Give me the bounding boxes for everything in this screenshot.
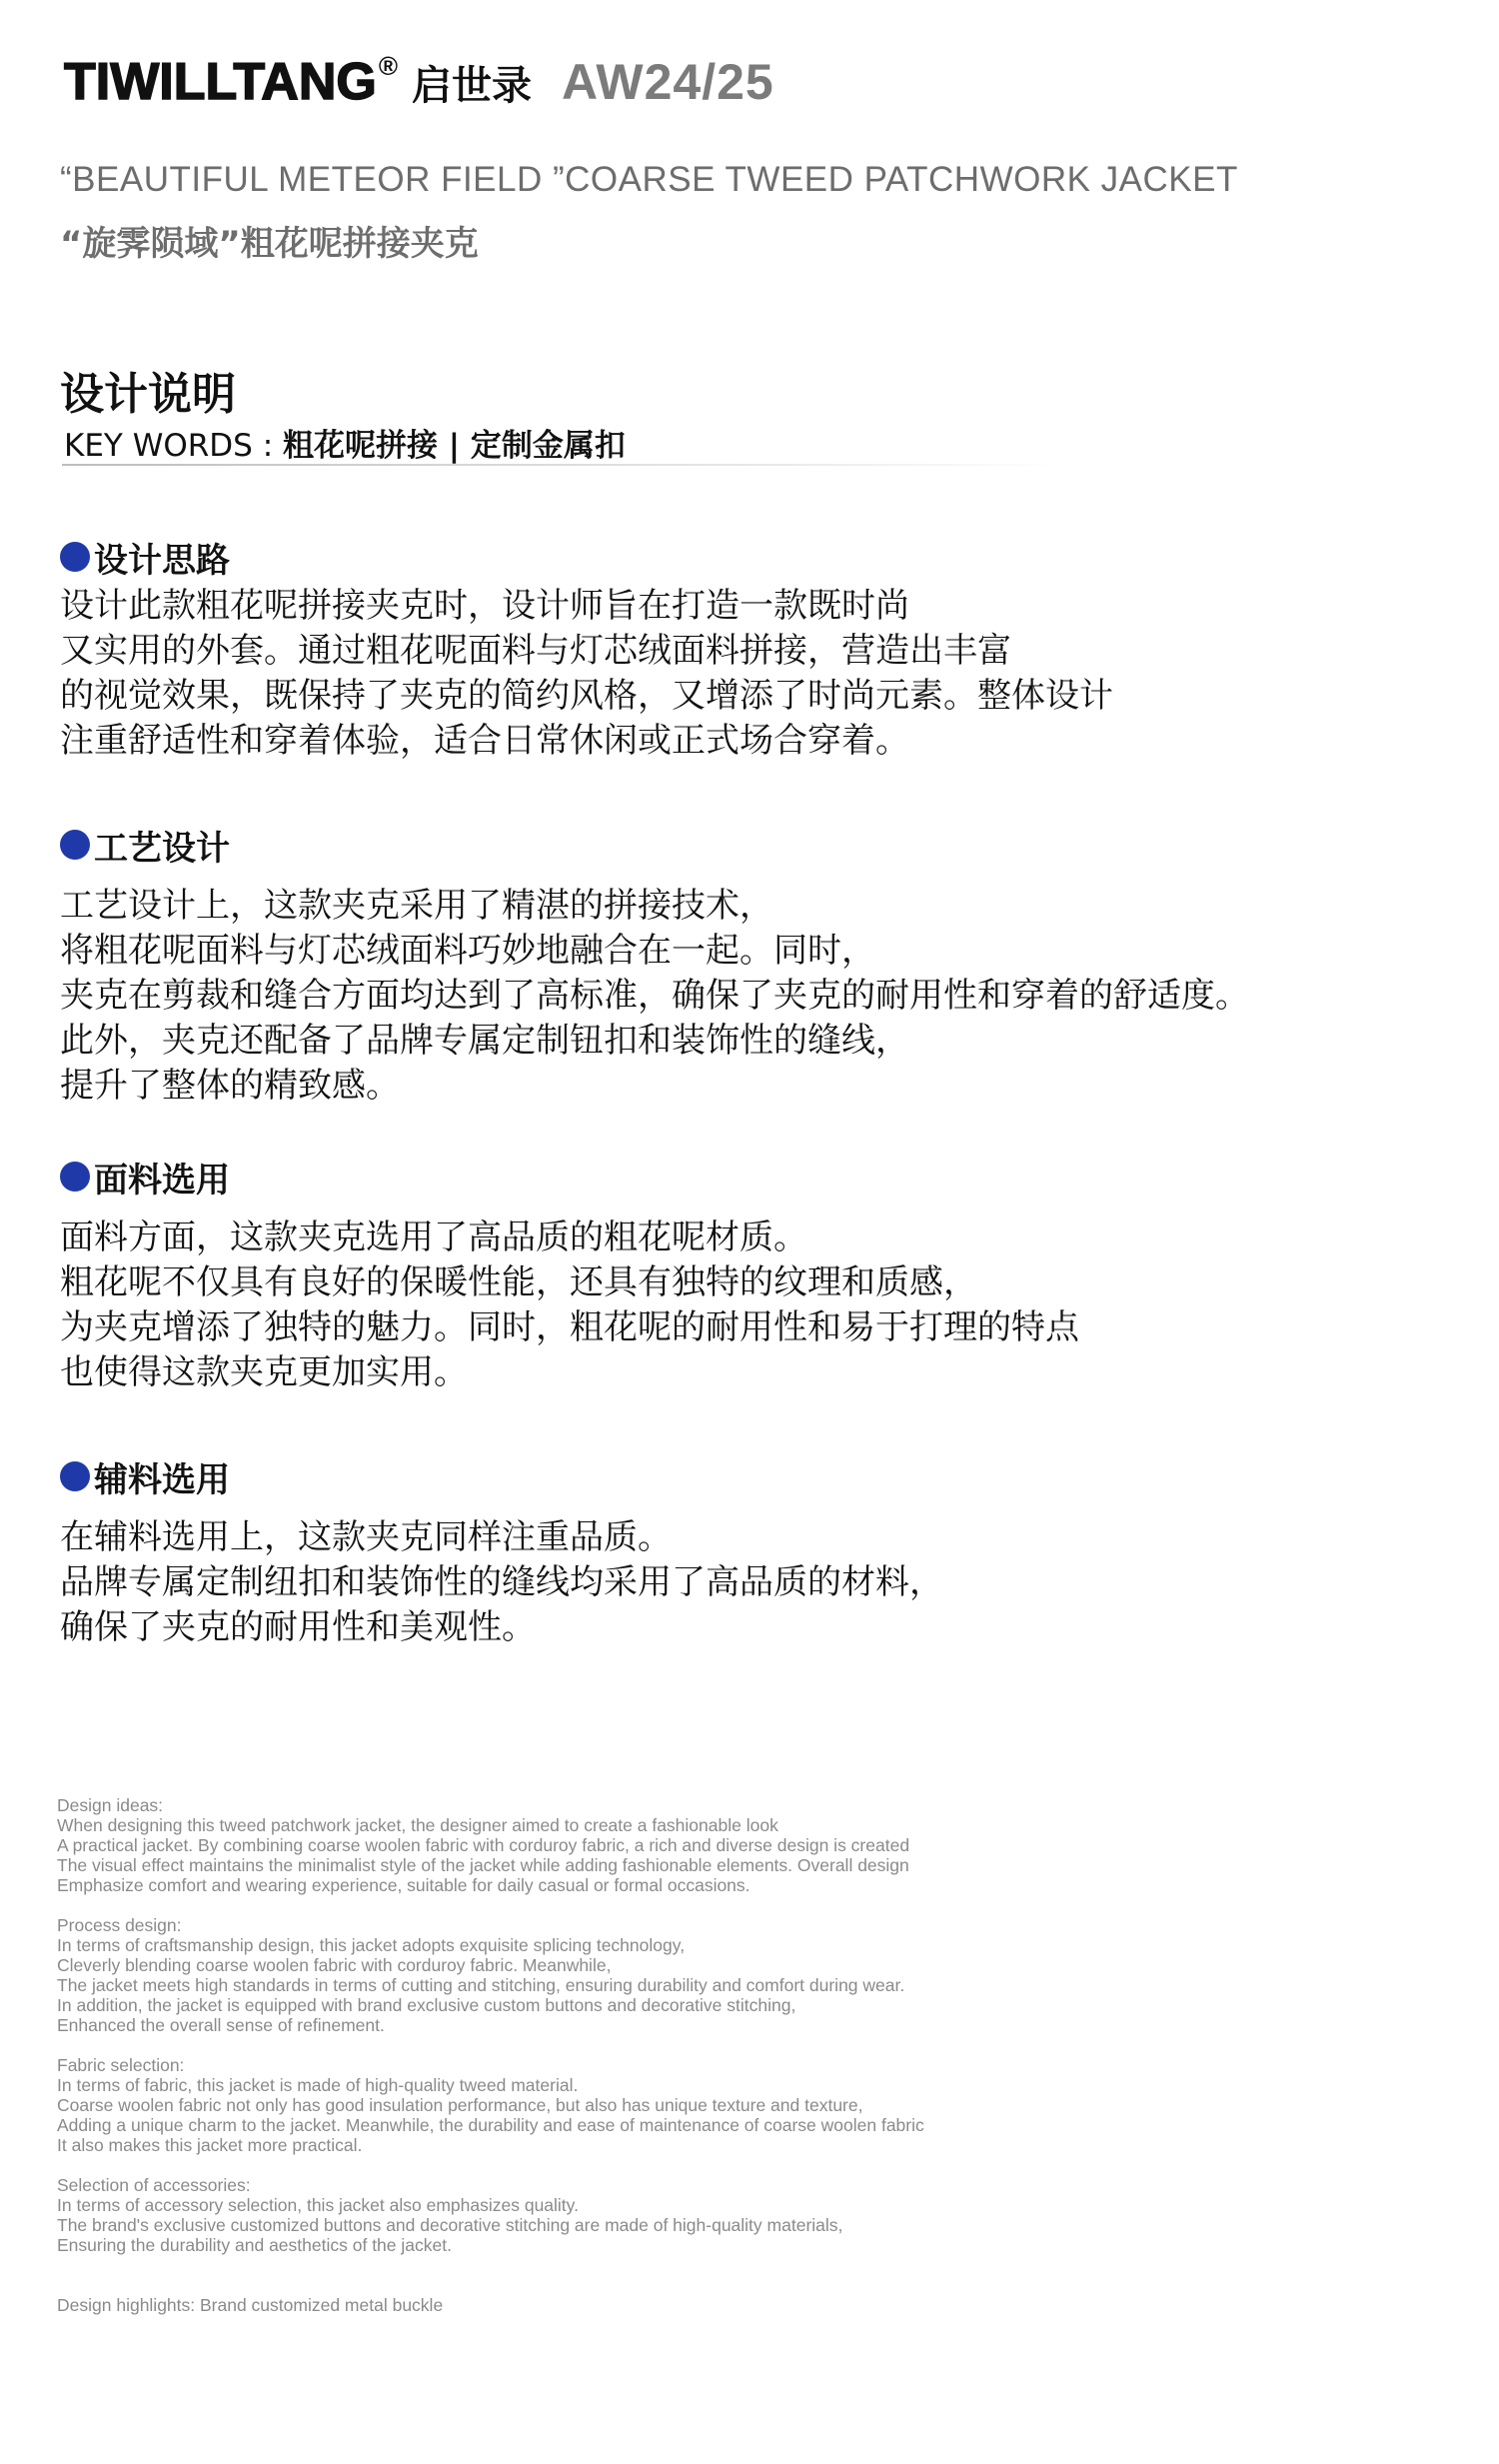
bullet-dot-icon (60, 830, 90, 860)
english-line: Cleverly blending coarse woolen fabric with corduroy fabric. Meanwhile, (57, 1955, 612, 1975)
section-body (60, 884, 1439, 1109)
english-line: Enhanced the overall sense of refinement. (57, 2015, 385, 2035)
paragraph-line: 注重舒适性和穿着体验，适合日常休闲或正式场合穿着。 (60, 721, 909, 761)
keywords-label: KEY WORDS : (64, 428, 274, 464)
english-line: The brand's exclusive customized buttons and decorative stitching are made of high-quality materials, (57, 2215, 843, 2235)
bullet-dot-icon (60, 1461, 90, 1491)
section-body (60, 1515, 1439, 1650)
divider (62, 464, 1061, 466)
english-accessories (57, 2175, 1256, 2255)
brand-chinese-name: 启世录 (412, 63, 533, 109)
paragraph-line: 将粗花呢面料与灯芯绒面料巧妙地融合在一起。同时， (60, 931, 875, 971)
english-design-highlights (57, 2295, 1256, 2315)
registered-mark: ® (378, 51, 399, 81)
english-line: Selection of accessories: (57, 2175, 251, 2195)
brand-logo: TIWILLTANG (64, 53, 377, 111)
section-title: 设计思路 (94, 540, 230, 581)
section-accessories (60, 1453, 1439, 1650)
english-line: It also makes this jacket more practical. (57, 2135, 363, 2155)
paragraph-line: 为夹克增添了独特的魅力。同时，粗花呢的耐用性和易于打理的特点 (60, 1307, 1079, 1347)
paragraph-line: 粗花呢不仅具有良好的保暖性能，还具有独特的纹理和质感， (60, 1262, 977, 1302)
section-process-design (60, 822, 1439, 1109)
english-line: Design highlights: Brand customized metal buckle (57, 2295, 444, 2315)
english-fabric-selection (57, 2055, 1256, 2155)
section-body (60, 1216, 1439, 1395)
section-heading (60, 534, 1439, 580)
english-design-ideas (57, 1795, 1256, 1895)
english-line: Design ideas: (57, 1795, 164, 1815)
english-line: Ensuring the durability and aesthetics of the jacket. (57, 2235, 452, 2255)
paragraph-line: 又实用的外套。通过粗花呢面料与灯芯绒面料拼接，营造出丰富 (60, 631, 1011, 671)
section-heading (60, 1453, 1439, 1499)
section-body (60, 584, 1439, 764)
section-fabric-selection (60, 1154, 1439, 1395)
paragraph-line: 的视觉效果，既保持了夹克的简约风格，又增添了时尚元素。整体设计 (60, 676, 1113, 716)
paragraph-line: 工艺设计上，这款夹克采用了精湛的拼接技术， (60, 886, 773, 926)
english-line: Process design: (57, 1915, 182, 1935)
keywords-line (64, 420, 626, 465)
design-notes-heading: 设计说明 (60, 369, 236, 420)
keywords-value: 粗花呢拼接 | 定制金属扣 (283, 428, 626, 464)
english-line: Emphasize comfort and wearing experience, suitable for daily casual or formal occasions. (57, 1875, 750, 1895)
brand-header (64, 52, 774, 132)
english-line: In terms of accessory selection, this jacket also emphasizes quality. (57, 2195, 579, 2215)
english-line: Fabric selection: (57, 2055, 185, 2075)
paragraph-line: 面料方面，这款夹克选用了高品质的粗花呢材质。 (60, 1218, 807, 1257)
bullet-dot-icon (60, 542, 90, 572)
english-line: In terms of craftsmanship design, this jacket adopts exquisite splicing technology, (57, 1935, 686, 1955)
product-title-en: “BEAUTIFUL METEOR FIELD ”COARSE TWEED PATCHWORK JACKET (60, 160, 1238, 199)
product-title-cn: “旋霁陨域”粗花呢拼接夹克 (60, 224, 479, 264)
english-line: In addition, the jacket is equipped with brand exclusive custom buttons and decorative stitching, (57, 1995, 796, 2015)
section-heading (60, 1154, 1439, 1200)
english-line: Adding a unique charm to the jacket. Meanwhile, the durability and ease of maintenance of coarse woolen fabric (57, 2115, 924, 2135)
paragraph-line: 夹克在剪裁和缝合方面均达到了高标准，确保了夹克的耐用性和穿着的舒适度。 (60, 976, 1249, 1016)
bullet-dot-icon (60, 1162, 90, 1192)
section-design-ideas (60, 534, 1439, 764)
section-title: 工艺设计 (94, 828, 230, 869)
paragraph-line: 确保了夹克的耐用性和美观性。 (60, 1607, 536, 1647)
paragraph-line: 提升了整体的精致感。 (60, 1066, 400, 1106)
english-line: In terms of fabric, this jacket is made of high-quality tweed material. (57, 2075, 579, 2095)
english-line: The jacket meets high standards in terms of cutting and stitching, ensuring durability and comfort during wear. (57, 1975, 905, 1995)
english-line: The visual effect maintains the minimalist style of the jacket while adding fashionable elements. Overall design (57, 1855, 909, 1875)
paragraph-line: 品牌专属定制纽扣和装饰性的缝线均采用了高品质的材料， (60, 1562, 943, 1602)
english-line: When designing this tweed patchwork jacket, the designer aimed to create a fashionable look (57, 1815, 778, 1835)
section-heading (60, 822, 1439, 868)
paragraph-line: 设计此款粗花呢拼接夹克时，设计师旨在打造一款既时尚 (60, 586, 909, 626)
section-title: 面料选用 (94, 1160, 230, 1201)
season-label: AW24/25 (562, 54, 774, 110)
english-process-design (57, 1915, 1256, 2035)
paragraph-line: 此外，夹克还配备了品牌专属定制钮扣和装饰性的缝线， (60, 1021, 909, 1061)
english-line: A practical jacket. By combining coarse woolen fabric with corduroy fabric, a rich and diverse design is created (57, 1835, 910, 1855)
section-title: 辅料选用 (94, 1459, 230, 1500)
english-line: Coarse woolen fabric not only has good insulation performance, but also has unique texture and texture, (57, 2095, 863, 2115)
paragraph-line: 在辅料选用上，这款夹克同样注重品质。 (60, 1517, 672, 1557)
paragraph-line: 也使得这款夹克更加实用。 (60, 1352, 468, 1392)
